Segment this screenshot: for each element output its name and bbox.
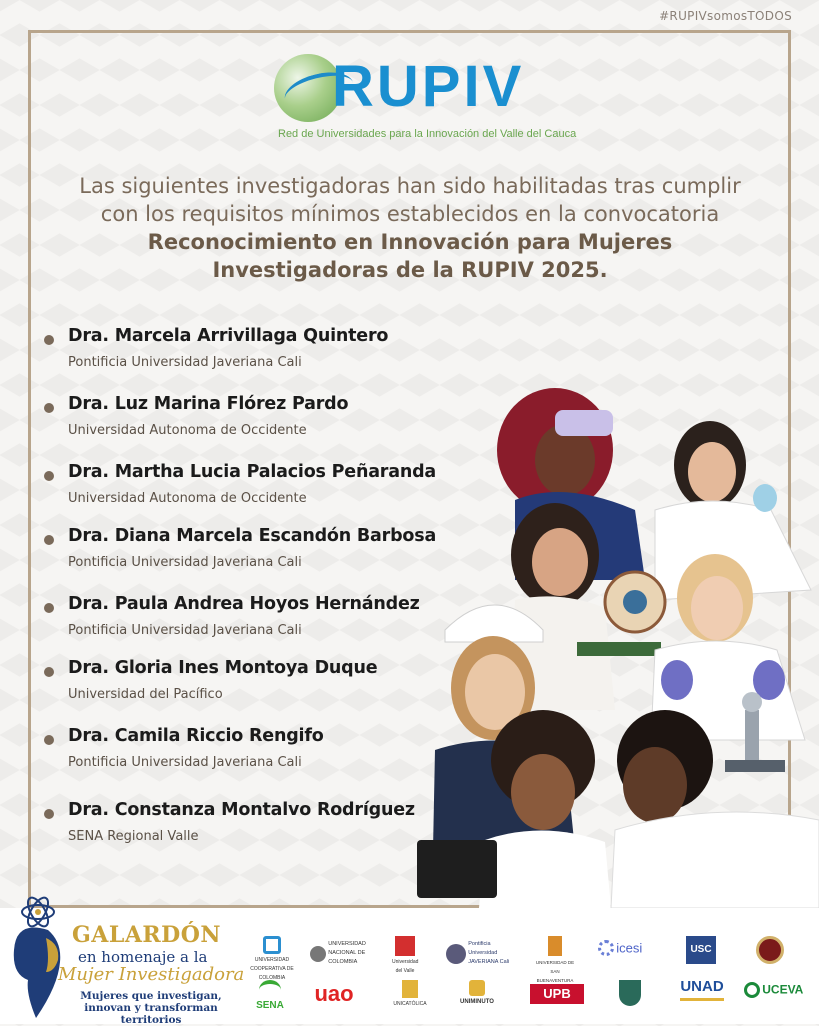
intro-highlight: Reconocimiento en Innovación para Mujeres Investigadoras de la RUPIV 2025. bbox=[147, 230, 673, 282]
logo-univalle-text: Universidad del Valle bbox=[392, 959, 419, 974]
ucc-icon bbox=[263, 936, 281, 954]
logo-uniminuto bbox=[452, 980, 502, 1007]
researcher-institution: SENA Regional Valle bbox=[68, 829, 199, 844]
bullet-icon bbox=[44, 735, 54, 745]
logo-unal-text: UNIVERSIDAD NACIONAL DE COLOMBIA bbox=[328, 941, 366, 965]
logo-seal-red bbox=[756, 936, 786, 964]
logo-javeriana bbox=[446, 940, 518, 967]
logo-unicatolica-text: UNICATÓLICA bbox=[393, 1001, 427, 1007]
researcher-institution: Universidad Autonoma de Occidente bbox=[68, 423, 307, 438]
sena-icon bbox=[259, 980, 281, 1000]
unad-underline bbox=[680, 998, 724, 1001]
researcher-institution: Pontificia Universidad Javeriana Cali bbox=[68, 755, 302, 770]
logo-uao-text: uao bbox=[314, 981, 354, 1006]
bullet-icon bbox=[44, 603, 54, 613]
logo-name: RUPIV bbox=[332, 54, 525, 119]
logo-uao bbox=[306, 982, 362, 1006]
researcher-name: Dra. Paula Andrea Hoyos Hernández bbox=[68, 594, 420, 614]
logo-javeriana-text: Pontificia Universidad JAVERIANA Cali bbox=[468, 941, 510, 965]
tablet-icon bbox=[417, 840, 497, 898]
uniminuto-icon bbox=[469, 980, 485, 996]
logo-upb bbox=[530, 984, 584, 1004]
javeriana-seal-icon bbox=[446, 944, 466, 964]
rupiv-logo bbox=[274, 52, 577, 144]
unal-seal-icon bbox=[310, 946, 326, 962]
intro-body: Las siguientes investigadoras han sido habilitadas tras cumplir con los requisitos mínimos establecidos en la convocatoria bbox=[79, 174, 741, 226]
award-line2: en homenaje a la bbox=[78, 948, 208, 966]
logo-ucc bbox=[250, 936, 294, 983]
bullet-icon bbox=[44, 667, 54, 677]
logo-unicatolica bbox=[388, 980, 432, 1009]
bullet-icon bbox=[44, 335, 54, 345]
researcher-institution: Pontificia Universidad Javeriana Cali bbox=[68, 555, 302, 570]
bullet-icon bbox=[44, 471, 54, 481]
award-line3: Mujer Investigadora bbox=[58, 964, 245, 985]
icesi-icon bbox=[598, 940, 614, 956]
logo-subtitle: Red de Universidades para la Innovación del Valle del Cauca bbox=[278, 128, 577, 140]
unicatolica-icon bbox=[402, 980, 418, 998]
usb-shield-icon bbox=[548, 936, 562, 956]
researchers-photo-collage bbox=[415, 380, 819, 908]
hashtag: #RUPIVsomosTODOS bbox=[659, 9, 792, 23]
logo-usc bbox=[686, 936, 718, 964]
logo-icesi bbox=[598, 940, 654, 956]
logo-uniminuto-text: UNIMINUTO bbox=[460, 999, 494, 1005]
researcher-institution: Pontificia Universidad Javeriana Cali bbox=[68, 623, 302, 638]
uceva-icon bbox=[744, 982, 760, 998]
univalle-icon bbox=[395, 936, 415, 956]
award-emblem bbox=[6, 890, 251, 1026]
logo-sena-text: SENA bbox=[256, 1000, 284, 1011]
logo-usc-text: USC bbox=[686, 936, 716, 964]
researcher-name: Dra. Diana Marcela Escandón Barbosa bbox=[68, 526, 437, 546]
logo-unad-text: UNAD bbox=[680, 978, 724, 995]
researcher-name: Dra. Constanza Montalvo Rodríguez bbox=[68, 800, 415, 820]
logo-usb bbox=[534, 936, 576, 985]
researcher-name: Dra. Luz Marina Flórez Pardo bbox=[68, 394, 349, 414]
bullet-icon bbox=[44, 535, 54, 545]
logo-unad bbox=[680, 978, 724, 1001]
logo-univalle bbox=[392, 936, 418, 976]
award-title: GALARDÓN bbox=[72, 922, 222, 948]
researcher-name: Dra. Gloria Ines Montoya Duque bbox=[68, 658, 378, 678]
researcher-name: Dra. Camila Riccio Rengifo bbox=[68, 726, 324, 746]
logo-uceva bbox=[744, 982, 810, 998]
bullet-icon bbox=[44, 403, 54, 413]
logo-unal bbox=[310, 940, 376, 967]
researcher-institution: Pontificia Universidad Javeriana Cali bbox=[68, 355, 302, 370]
logo-uceva-text: UCEVA bbox=[762, 982, 804, 997]
logo-ucc-text: UNIVERSIDAD COOPERATIVA DE COLOMBIA bbox=[250, 957, 294, 981]
logo-shield bbox=[616, 980, 644, 1006]
researcher-institution: Universidad Autonoma de Occidente bbox=[68, 491, 307, 506]
researcher-institution: Universidad del Pacífico bbox=[68, 687, 223, 702]
researcher-name: Dra. Martha Lucia Palacios Peñaranda bbox=[68, 462, 437, 482]
researcher-name: Dra. Marcela Arrivillaga Quintero bbox=[68, 326, 389, 346]
bullet-icon bbox=[44, 809, 54, 819]
intro-text bbox=[60, 172, 760, 284]
logo-upb-text: UPB bbox=[530, 984, 584, 1004]
shield-icon bbox=[619, 980, 641, 1006]
logo-usb-text: UNIVERSIDAD DE SAN BUENAVENTURA bbox=[535, 960, 575, 983]
award-tagline: Mujeres que investigan, innovan y transforman territorios bbox=[80, 990, 222, 1026]
logo-sena bbox=[252, 980, 288, 1010]
logo-icesi-text: icesi bbox=[616, 940, 643, 956]
red-seal-icon bbox=[756, 936, 784, 964]
